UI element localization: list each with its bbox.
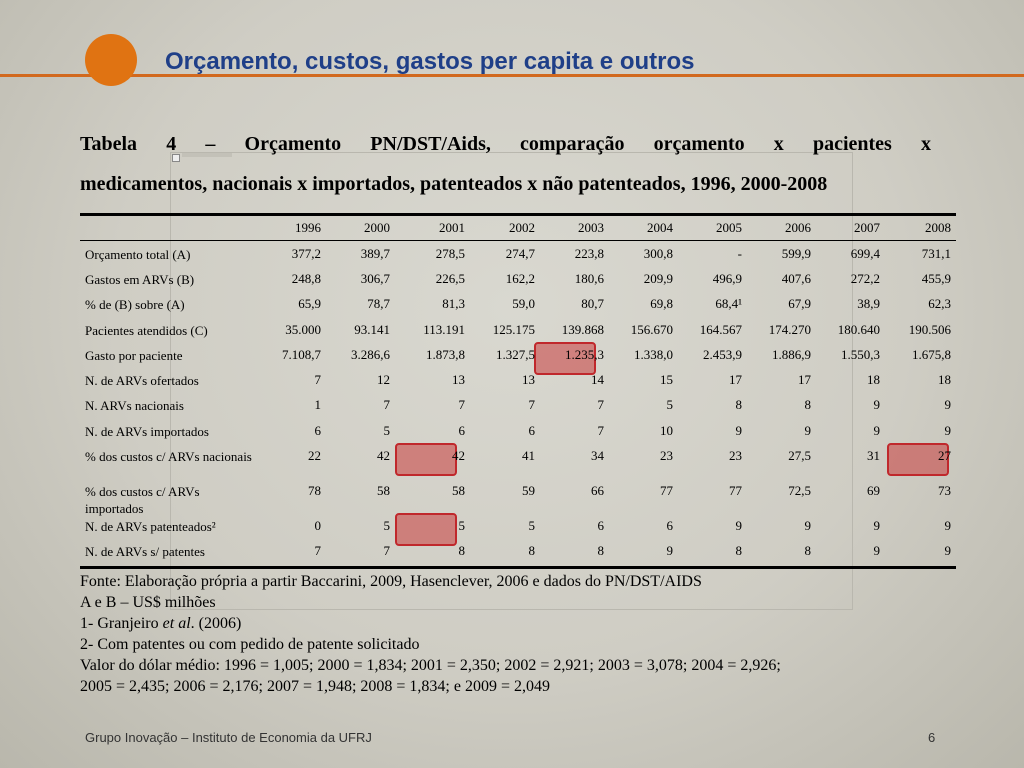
table-cell: 455,9 xyxy=(921,271,951,286)
row-label: % de (B) sobre (A) xyxy=(85,297,185,312)
year-header-cell: 2007 xyxy=(854,220,880,235)
table-row xyxy=(80,445,956,480)
table-cell: 190.506 xyxy=(908,322,951,337)
table-cell: 9 xyxy=(873,518,880,533)
table-cell: 58 xyxy=(452,483,465,498)
table-cell: 41 xyxy=(522,448,535,463)
table-cell: 9 xyxy=(735,518,742,533)
table-cell: 7 xyxy=(597,397,604,412)
table-cell: 8 xyxy=(528,543,535,558)
table-cell: 6 xyxy=(597,518,604,533)
table-cell: 15 xyxy=(660,372,673,387)
table-cell: 389,7 xyxy=(360,246,390,261)
table-notes xyxy=(80,571,781,697)
table-cell: 9 xyxy=(804,518,811,533)
table-cell: 6 xyxy=(314,423,321,438)
table-cell: 9 xyxy=(944,423,951,438)
table-cell: 8 xyxy=(458,543,465,558)
table-cell: 407,6 xyxy=(781,271,811,286)
table-cell: 35.000 xyxy=(285,322,321,337)
table-cell: 13 xyxy=(452,372,465,387)
row-label: N. ARVs nacionais xyxy=(85,398,184,413)
table-cell: 2.453,9 xyxy=(703,347,742,362)
table-cell: 7 xyxy=(314,372,321,387)
year-header-cell: 2001 xyxy=(439,220,465,235)
table-cell: 599,9 xyxy=(781,246,811,261)
table-cell: 6 xyxy=(528,423,535,438)
table-cell: 27,5 xyxy=(788,448,811,463)
table-row xyxy=(80,268,956,293)
table-cell: 1.235,3 xyxy=(565,347,604,362)
table-cell: 274,7 xyxy=(505,246,535,261)
table-cell: 1.338,0 xyxy=(634,347,673,362)
table-cell: 5 xyxy=(528,518,535,533)
table-cell: 9 xyxy=(873,543,880,558)
table-top-rule xyxy=(80,213,956,216)
row-label: % dos custos c/ ARVs nacionais xyxy=(85,449,252,464)
table-cell: 31 xyxy=(867,448,880,463)
table-cell: 699,4 xyxy=(850,246,880,261)
table-cell: 1.550,3 xyxy=(841,347,880,362)
row-label: N. de ARVs patenteados² xyxy=(85,519,216,534)
table-header-rule xyxy=(80,240,956,241)
table-cell: 174.270 xyxy=(768,322,811,337)
table-cell: 7 xyxy=(314,543,321,558)
table-row xyxy=(80,319,956,344)
table-cell: 9 xyxy=(944,543,951,558)
table-cell: 69 xyxy=(867,483,880,498)
note-1: 1- Granjeiro et al. (2006) xyxy=(80,615,242,632)
table-cell: 7 xyxy=(458,397,465,412)
table-cell: 731,1 xyxy=(921,246,951,261)
table-cell: 3.286,6 xyxy=(351,347,390,362)
table-cell: 248,8 xyxy=(291,271,321,286)
table-cell: 162,2 xyxy=(505,271,535,286)
table-cell: 7.108,7 xyxy=(282,347,321,362)
table-cell: 1.675,8 xyxy=(912,347,951,362)
table-row xyxy=(80,515,956,540)
table-cell: 68,4¹ xyxy=(715,296,742,311)
table-cell: 209,9 xyxy=(643,271,673,286)
table-cell: 59,0 xyxy=(512,296,535,311)
table-cell: 9 xyxy=(873,423,880,438)
table-cell: 10 xyxy=(660,423,673,438)
table-cell: 8 xyxy=(597,543,604,558)
table-cell: 5 xyxy=(383,423,390,438)
table-cell: 66 xyxy=(591,483,604,498)
note-units: A e B – US$ milhões xyxy=(80,594,216,611)
table-cell: 9 xyxy=(944,518,951,533)
year-header-cell: 2008 xyxy=(925,220,951,235)
title-bullet-circle xyxy=(85,34,137,86)
table-cell: 300,8 xyxy=(643,246,673,261)
table-cell: 73 xyxy=(938,483,951,498)
table-cell: 164.567 xyxy=(699,322,742,337)
table-cell: 62,3 xyxy=(928,296,951,311)
table-cell: 278,5 xyxy=(435,246,465,261)
row-label: Gasto por paciente xyxy=(85,348,183,363)
table-cell: 125.175 xyxy=(492,322,535,337)
table-cell: 9 xyxy=(873,397,880,412)
table-cell: 9 xyxy=(944,397,951,412)
table-cell: 13 xyxy=(522,372,535,387)
note-exchange-rate-1: Valor do dólar médio: 1996 = 1,005; 2000 = 1,834; 2001 = 2,350; 2002 = 2,921; 2003 = 3,078; 2004 = 2,926; xyxy=(80,657,781,674)
table-cell: 0 xyxy=(314,518,321,533)
year-header-cell: 2003 xyxy=(578,220,604,235)
table-cell: 38,9 xyxy=(857,296,880,311)
table-cell: 17 xyxy=(798,372,811,387)
table-cell: 17 xyxy=(729,372,742,387)
row-label: Orçamento total (A) xyxy=(85,247,191,262)
footer-text: Grupo Inovação – Instituto de Economia da UFRJ xyxy=(85,730,372,745)
table-cell: 180.640 xyxy=(837,322,880,337)
slide-title: Orçamento, custos, gastos per capita e outros xyxy=(165,48,695,75)
table-cell: 6 xyxy=(458,423,465,438)
table-cell: 5 xyxy=(383,518,390,533)
table-cell: 7 xyxy=(528,397,535,412)
table-cell: 8 xyxy=(735,543,742,558)
table-cell: 223,8 xyxy=(574,246,604,261)
table-cell: 34 xyxy=(591,448,604,463)
table-cell: 8 xyxy=(735,397,742,412)
table-bottom-rule xyxy=(80,566,956,569)
table-cell: 496,9 xyxy=(712,271,742,286)
table-row xyxy=(80,480,956,515)
table-caption-line-1: Tabela 4 – Orçamento PN/DST/Aids, comparação orçamento x pacientes x xyxy=(80,133,931,155)
table-cell: 81,3 xyxy=(442,296,465,311)
table-cell: 80,7 xyxy=(581,296,604,311)
table-row xyxy=(80,394,956,420)
table-cell: 78,7 xyxy=(367,296,390,311)
table-cell: 77 xyxy=(660,483,673,498)
table-cell: 1.873,8 xyxy=(426,347,465,362)
table-cell: 1.886,9 xyxy=(772,347,811,362)
table-cell: 7 xyxy=(597,423,604,438)
year-header-cell: 2006 xyxy=(785,220,811,235)
table-cell: 7 xyxy=(383,543,390,558)
table-cell: 23 xyxy=(729,448,742,463)
table-cell: 5 xyxy=(458,518,465,533)
table-cell: 27 xyxy=(938,448,951,463)
table-row xyxy=(80,293,956,319)
row-label: N. de ARVs ofertados xyxy=(85,373,199,388)
table-cell: 6 xyxy=(666,518,673,533)
row-label: N. de ARVs importados xyxy=(85,424,209,439)
table-cell: 156.670 xyxy=(630,322,673,337)
table-row xyxy=(80,243,956,268)
table-cell: 139.868 xyxy=(561,322,604,337)
table-cell: 9 xyxy=(666,543,673,558)
year-header-cell: 1996 xyxy=(295,220,321,235)
note-2: 2- Com patentes ou com pedido de patente solicitado xyxy=(80,636,420,653)
table-row xyxy=(80,344,956,369)
row-label: Gastos em ARVs (B) xyxy=(85,272,195,287)
table-cell: 18 xyxy=(867,372,880,387)
table-row xyxy=(80,540,956,565)
table-cell: 12 xyxy=(377,372,390,387)
table-cell: 78 xyxy=(308,483,321,498)
table-caption-line-2: medicamentos, nacionais x importados, patenteados x não patenteados, 1996, 2000-2008 xyxy=(80,173,828,195)
table-cell: - xyxy=(737,246,742,261)
year-header-cell: 2004 xyxy=(647,220,673,235)
table-cell: 77 xyxy=(729,483,742,498)
table-cell: 42 xyxy=(452,448,465,463)
page-number: 6 xyxy=(928,730,936,745)
table-cell: 377,2 xyxy=(291,246,321,261)
table-cell: 1 xyxy=(314,397,321,412)
table-cell: 42 xyxy=(377,448,390,463)
table-cell: 58 xyxy=(377,483,390,498)
table-cell: 272,2 xyxy=(850,271,880,286)
table-cell: 8 xyxy=(804,397,811,412)
table-cell: 18 xyxy=(938,372,951,387)
row-label: Pacientes atendidos (C) xyxy=(85,323,208,338)
table-cell: 93.141 xyxy=(354,322,390,337)
year-header-cell: 2002 xyxy=(509,220,535,235)
note-source: Fonte: Elaboração própria a partir Baccarini, 2009, Hasenclever, 2006 e dados do PN/DST/AIDS xyxy=(80,573,702,590)
table-cell: 5 xyxy=(666,397,673,412)
table-cell: 72,5 xyxy=(788,483,811,498)
table-cell: 65,9 xyxy=(298,296,321,311)
table-cell: 1.327,5 xyxy=(496,347,535,362)
table-cell: 7 xyxy=(383,397,390,412)
table-row xyxy=(80,369,956,394)
table-cell: 59 xyxy=(522,483,535,498)
table-cell: 22 xyxy=(308,448,321,463)
year-header-cell: 2005 xyxy=(716,220,742,235)
table-header-row xyxy=(80,217,956,239)
row-label: % dos custos c/ ARVs importados xyxy=(85,484,200,516)
table-cell: 23 xyxy=(660,448,673,463)
note-exchange-rate-2: 2005 = 2,435; 2006 = 2,176; 2007 = 1,948; 2008 = 1,834; e 2009 = 2,049 xyxy=(80,678,550,695)
row-label: N. de ARVs s/ patentes xyxy=(85,544,205,559)
table-cell: 9 xyxy=(735,423,742,438)
table-cell: 69,8 xyxy=(650,296,673,311)
table-cell: 226,5 xyxy=(435,271,465,286)
table-cell: 14 xyxy=(591,372,604,387)
year-header-cell: 2000 xyxy=(364,220,390,235)
table-cell: 180,6 xyxy=(574,271,604,286)
table-cell: 9 xyxy=(804,423,811,438)
table-cell: 113.191 xyxy=(423,322,465,337)
table-cell: 67,9 xyxy=(788,296,811,311)
table-cell: 306,7 xyxy=(360,271,390,286)
table-row xyxy=(80,420,956,445)
table-cell: 8 xyxy=(804,543,811,558)
